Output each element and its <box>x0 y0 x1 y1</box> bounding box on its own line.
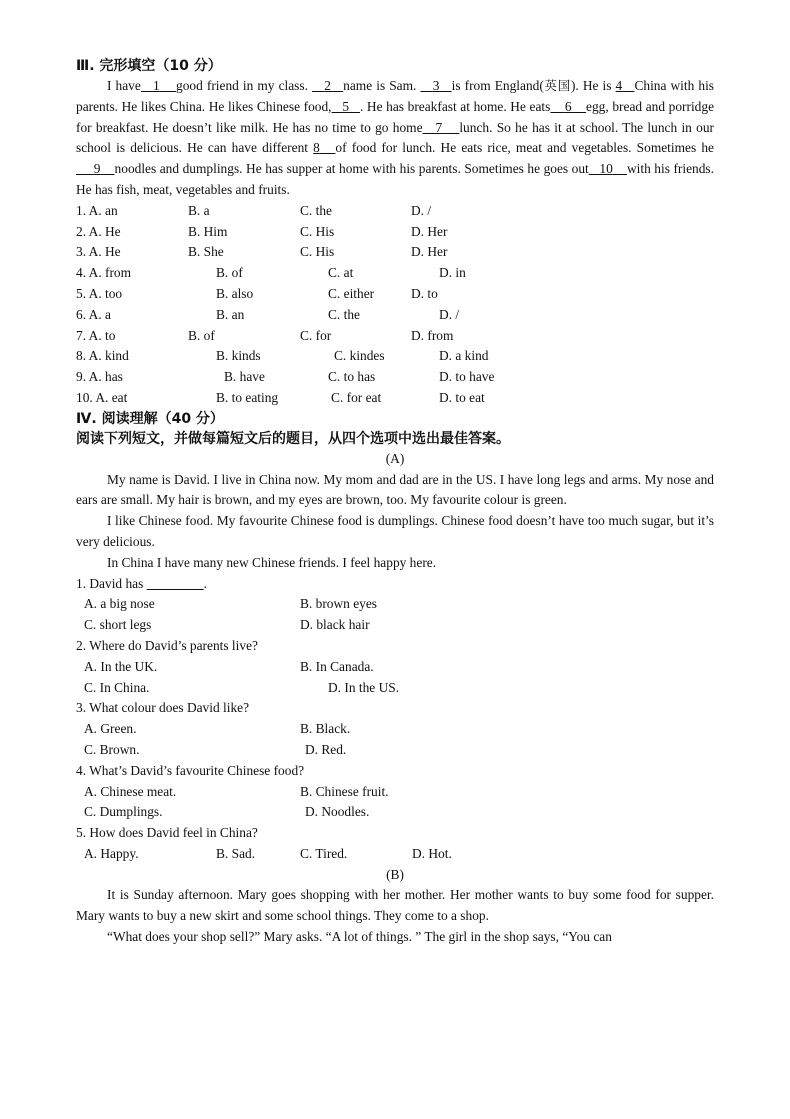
option-row: 5. A. too B. also C. either D. to <box>76 285 438 301</box>
question-1: 1. David has . <box>76 575 207 591</box>
passage-a-paragraph: In China I have many new Chinese friends. I feel happy here. <box>107 554 437 570</box>
reading-instruction: 阅读下列短文，并做每篇短文后的题目，从四个选项中选出最佳答案。 <box>76 430 510 447</box>
option-row: 3. A. He B. She C. His D. Her <box>76 244 448 260</box>
passage-a-paragraph: My name is David. I live in China now. My mom and dad are in the US. I have long legs and arms. My nose and ears are small. My hair is brown, and my eyes are brown, too. My favourite colour is green. <box>76 471 714 508</box>
option-row: 8. A. kind B. kinds C. kindes D. a kind <box>76 348 489 364</box>
questions-a: 1. David has . A. a big nose B. brown eyes C. short legs D. black hair 2. Where do David’s parents live? A. In the UK. B. In Canada. C. In China. D. In the US. 3. What colour does David like? A. Green. B. Black. C. Brown. D. Red. 4. What’s David’s favourite Chinese food? A. Chinese meat. B. Chinese fruit. C. Dumplings. D. Noodles. 5. How does David feel in China? A. Happy. B. Sad. C. Tired. D. Hot. <box>76 574 714 865</box>
option-row: 7. A. to B. of C. for D. from <box>76 327 454 343</box>
option-row: 9. A. has B. have C. to has D. to have <box>76 369 495 385</box>
blank-2: 2 <box>324 78 331 93</box>
reading-heading: Ⅳ. 阅读理解（40 分） <box>76 410 224 427</box>
blank-3: 3 <box>432 78 440 93</box>
blank-8: 8 <box>313 140 320 156</box>
passage-b-paragraph: It is Sunday afternoon. Mary goes shopping with her mother. Her mother wants to buy some food for supper. Mary wants to buy a new skirt and some school things. They come to a shop. <box>76 887 714 924</box>
blank-6: 6 <box>564 98 572 114</box>
option-row: 10. A. eat B. to eating C. for eat D. to eat <box>76 389 485 405</box>
option-row: 2. A. He B. Him C. His D. Her <box>76 223 448 239</box>
exam-page <box>76 56 714 948</box>
blank-4: 4 <box>615 78 623 93</box>
blank-1: 1 <box>153 78 160 93</box>
blank-10: 10 <box>599 161 613 177</box>
option-row: 4. A. from B. of C. at D. in <box>76 265 466 281</box>
cloze-heading: Ⅲ. 完形填空（10 分） <box>76 58 222 74</box>
blank-9: 9 <box>93 161 101 177</box>
passage-a-label: (A) <box>385 450 405 466</box>
cloze-passage: I have 1 good friend in my class. 2 name is Sam. 3 is from England(英国). He is 4 China with his parents. He likes China. He likes Chinese food, 5 . He has breakfast at home. He eats 6 egg, bread and porridge for breakfast. He doesn’t like milk. He has no time to go home 7 lunch. So he has it at school. The lunch in our school is delicious. He can have different 8 of food for lunch. He eats rice, meat and vegetables. Sometimes he 9 noodles and dumplings. He has supper at home with his parents. Sometimes he goes out 10 with his friends. He has fish, meat, vegetables and fruits. <box>76 78 715 197</box>
blank-5: 5 <box>342 98 350 114</box>
blank-7: 7 <box>435 119 443 135</box>
passage-b-paragraph: “What does your shop sell?” Mary asks. “A lot of things. ” The girl in the shop says, “You can <box>107 929 612 945</box>
cloze-options <box>76 201 714 409</box>
passage-a-paragraph: I like Chinese food. My favourite Chinese food is dumplings. Chinese food doesn’t have too much sugar, but it’s very delicious. <box>76 513 714 549</box>
question-2: 2. Where do David’s parents live? <box>76 637 258 653</box>
question-5: 5. How does David feel in China? <box>76 825 258 841</box>
option-row: 1. A. an B. a C. the D. / <box>76 202 432 218</box>
question-3: 3. What colour does David like? <box>76 700 250 716</box>
question-4: 4. What’s David’s favourite Chinese food? <box>76 762 305 778</box>
passage-b-label: (B) <box>386 866 404 882</box>
option-row: 6. A. a B. an C. the D. / <box>76 306 460 322</box>
